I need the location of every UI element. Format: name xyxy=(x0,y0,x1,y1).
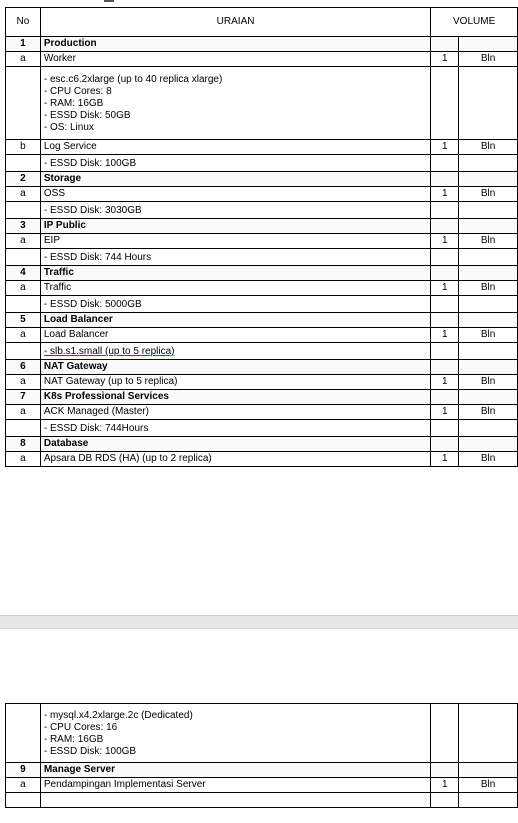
unit-cell xyxy=(459,296,518,313)
qty-cell xyxy=(431,360,459,375)
item-description: NAT Gateway (up to 5 replica) xyxy=(40,375,430,390)
quotation-table-page-2 xyxy=(5,703,518,808)
detail-row xyxy=(6,202,518,219)
item-letter: b xyxy=(6,140,41,155)
unit-cell xyxy=(459,343,518,360)
detail-line: - OS: Linux xyxy=(43,122,94,133)
detail-row xyxy=(6,704,518,763)
section-row xyxy=(6,37,518,52)
item-letter: a xyxy=(6,52,41,67)
table-header-row xyxy=(6,8,518,37)
section-title: Load Balancer xyxy=(40,313,430,328)
section-title: Database xyxy=(40,437,430,452)
detail-text xyxy=(40,296,430,313)
detail-line: - RAM: 16GB xyxy=(43,98,104,109)
qty-cell xyxy=(431,296,459,313)
section-title: Traffic xyxy=(40,266,430,281)
unit-cell xyxy=(459,704,518,763)
section-row xyxy=(6,266,518,281)
qty-cell xyxy=(431,763,459,778)
empty-cell xyxy=(6,420,41,437)
item-letter: a xyxy=(6,452,41,467)
empty-cell xyxy=(40,793,431,808)
detail-line: - CPU Cores: 16 xyxy=(43,722,118,733)
empty-cell xyxy=(6,155,41,172)
item-description: Apsara DB RDS (HA) (up to 2 replica) xyxy=(40,452,430,467)
detail-text xyxy=(40,155,430,172)
item-unit: Bln xyxy=(459,778,518,793)
item-quantity: 1 xyxy=(431,234,459,249)
item-quantity: 1 xyxy=(431,52,459,67)
detail-text xyxy=(40,420,430,437)
section-title: Manage Server xyxy=(40,763,431,778)
detail-line: - ESSD Disk: 3030GB xyxy=(43,205,142,216)
detail-line: - mysql.x4.2xlarge.2c (Dedicated) xyxy=(43,710,193,721)
detail-text xyxy=(40,704,431,763)
section-number: 8 xyxy=(6,437,41,452)
empty-cell xyxy=(6,793,41,808)
section-number: 9 xyxy=(6,763,41,778)
section-row xyxy=(6,313,518,328)
header-volume: VOLUME xyxy=(431,8,518,37)
item-quantity: 1 xyxy=(431,405,459,420)
detail-line: - esc.c6.2xlarge (up to 40 replica xlarge) xyxy=(43,74,223,85)
unit-cell xyxy=(459,155,518,172)
detail-line: - slb.s1.small (up to 5 replica) xyxy=(43,346,175,357)
item-unit: Bln xyxy=(459,375,518,390)
empty-cell xyxy=(6,67,41,140)
item-description: Worker xyxy=(40,52,430,67)
section-row xyxy=(6,390,518,405)
header-no: No xyxy=(6,8,41,37)
item-description: EIP xyxy=(40,234,430,249)
detail-row xyxy=(6,296,518,313)
unit-cell xyxy=(459,763,518,778)
detail-line: - ESSD Disk: 50GB xyxy=(43,110,131,121)
item-row xyxy=(6,140,518,155)
detail-line: - ESSD Disk: 744Hours xyxy=(43,423,149,434)
section-title: Storage xyxy=(40,172,430,187)
section-title: IP Public xyxy=(40,219,430,234)
detail-row xyxy=(6,155,518,172)
item-quantity: 1 xyxy=(431,281,459,296)
unit-cell xyxy=(459,266,518,281)
qty-cell xyxy=(431,67,459,140)
item-unit: Bln xyxy=(459,52,518,67)
qty-cell xyxy=(431,420,459,437)
detail-row xyxy=(6,67,518,140)
unit-cell xyxy=(459,313,518,328)
unit-cell xyxy=(459,437,518,452)
quotation-table-page-1 xyxy=(5,7,518,467)
item-quantity: 1 xyxy=(431,375,459,390)
item-unit: Bln xyxy=(459,452,518,467)
detail-line: - ESSD Disk: 5000GB xyxy=(43,299,142,310)
item-unit: Bln xyxy=(459,405,518,420)
item-letter: a xyxy=(6,778,41,793)
detail-text xyxy=(40,249,430,266)
item-row xyxy=(6,452,518,467)
section-row xyxy=(6,437,518,452)
empty-cell xyxy=(459,793,518,808)
item-unit: Bln xyxy=(459,234,518,249)
item-row xyxy=(6,778,518,793)
unit-cell xyxy=(459,172,518,187)
item-description: OSS xyxy=(40,187,430,202)
item-quantity: 1 xyxy=(431,452,459,467)
item-quantity: 1 xyxy=(431,778,459,793)
item-quantity: 1 xyxy=(431,328,459,343)
qty-cell xyxy=(431,37,459,52)
section-number: 5 xyxy=(6,313,41,328)
detail-text xyxy=(40,202,430,219)
detail-row xyxy=(6,249,518,266)
qty-cell xyxy=(431,266,459,281)
section-title: NAT Gateway xyxy=(40,360,430,375)
section-row xyxy=(6,219,518,234)
item-row xyxy=(6,234,518,249)
item-letter: a xyxy=(6,375,41,390)
qty-cell xyxy=(431,249,459,266)
empty-cell xyxy=(6,202,41,219)
section-row xyxy=(6,360,518,375)
empty-cell xyxy=(6,296,41,313)
detail-line: - RAM: 16GB xyxy=(43,734,104,745)
item-letter: a xyxy=(6,281,41,296)
section-title: K8s Professional Services xyxy=(40,390,430,405)
item-description: Traffic xyxy=(40,281,430,296)
item-unit: Bln xyxy=(459,281,518,296)
section-number: 2 xyxy=(6,172,41,187)
item-unit: Bln xyxy=(459,187,518,202)
qty-cell xyxy=(431,343,459,360)
detail-line: - ESSD Disk: 100GB xyxy=(43,158,137,169)
unit-cell xyxy=(459,390,518,405)
item-quantity: 1 xyxy=(431,140,459,155)
header-uraian: URAIAN xyxy=(40,8,430,37)
unit-cell xyxy=(459,249,518,266)
item-description: Load Balancer xyxy=(40,328,430,343)
qty-cell xyxy=(431,172,459,187)
detail-line: - ESSD Disk: 744 Hours xyxy=(43,252,152,263)
item-description: Pendampingan Implementasi Server xyxy=(40,778,431,793)
section-number: 3 xyxy=(6,219,41,234)
item-letter: a xyxy=(6,234,41,249)
empty-cell xyxy=(6,343,41,360)
unit-cell xyxy=(459,202,518,219)
item-row xyxy=(6,328,518,343)
item-unit: Bln xyxy=(459,140,518,155)
item-row xyxy=(6,187,518,202)
qty-cell xyxy=(431,219,459,234)
section-number: 6 xyxy=(6,360,41,375)
qty-cell xyxy=(431,202,459,219)
unit-cell xyxy=(459,360,518,375)
empty-cell xyxy=(6,249,41,266)
page-header-mark xyxy=(104,0,114,2)
detail-row xyxy=(6,420,518,437)
empty-row xyxy=(6,793,518,808)
unit-cell xyxy=(459,67,518,140)
qty-cell xyxy=(431,313,459,328)
detail-line: - ESSD Disk: 100GB xyxy=(43,746,137,757)
detail-text xyxy=(40,67,430,140)
qty-cell xyxy=(431,437,459,452)
item-letter: a xyxy=(6,187,41,202)
item-row xyxy=(6,52,518,67)
empty-cell xyxy=(431,793,459,808)
unit-cell xyxy=(459,219,518,234)
page-break-gap xyxy=(0,615,518,629)
detail-line: - CPU Cores: 8 xyxy=(43,86,112,97)
detail-row xyxy=(6,343,518,360)
qty-cell xyxy=(431,704,459,763)
unit-cell xyxy=(459,37,518,52)
item-letter: a xyxy=(6,405,41,420)
unit-cell xyxy=(459,420,518,437)
item-quantity: 1 xyxy=(431,187,459,202)
section-title: Production xyxy=(40,37,430,52)
item-description: Log Service xyxy=(40,140,430,155)
qty-cell xyxy=(431,390,459,405)
item-description: ACK Managed (Master) xyxy=(40,405,430,420)
empty-cell xyxy=(6,704,41,763)
item-row xyxy=(6,375,518,390)
item-letter: a xyxy=(6,328,41,343)
item-row xyxy=(6,405,518,420)
section-row xyxy=(6,763,518,778)
item-unit: Bln xyxy=(459,328,518,343)
section-number: 1 xyxy=(6,37,41,52)
section-number: 7 xyxy=(6,390,41,405)
detail-text xyxy=(40,343,430,360)
qty-cell xyxy=(431,155,459,172)
item-row xyxy=(6,281,518,296)
section-row xyxy=(6,172,518,187)
section-number: 4 xyxy=(6,266,41,281)
